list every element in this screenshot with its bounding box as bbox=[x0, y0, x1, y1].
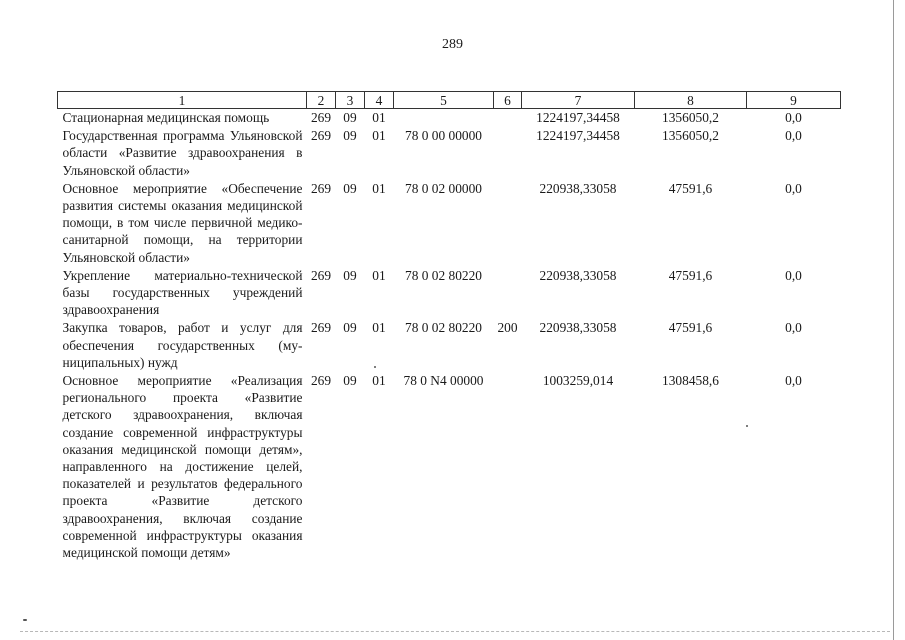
header-col-7: 7 bbox=[522, 92, 635, 109]
row-expense-type bbox=[494, 372, 522, 562]
row-name: Закупка товаров, работ и услуг для обеспечения государственных (муниципальных) нужд bbox=[62, 320, 303, 370]
header-col-4: 4 bbox=[365, 92, 394, 109]
page-number: 289 bbox=[442, 37, 463, 52]
row-subsection-code: 01 bbox=[372, 180, 386, 196]
row-target-article bbox=[394, 109, 494, 128]
row-section-code: 09 bbox=[343, 180, 357, 196]
row-section-code: 09 bbox=[343, 373, 357, 389]
row-subsection-code: 01 bbox=[372, 320, 386, 336]
page-bottom-edge bbox=[20, 631, 890, 633]
row-expense-type bbox=[494, 267, 522, 320]
header-col-3: 3 bbox=[336, 92, 365, 109]
budget-table bbox=[57, 91, 841, 562]
row-subsection-code: 01 bbox=[372, 128, 386, 144]
row-amount-col8: 47591,6 bbox=[668, 180, 713, 196]
table-row bbox=[58, 267, 841, 320]
row-amount-col7: 220938,33058 bbox=[539, 180, 617, 196]
row-expense-type bbox=[494, 109, 522, 128]
scan-speck bbox=[23, 619, 27, 621]
table-row bbox=[58, 180, 841, 267]
row-ministry-code: 269 bbox=[310, 267, 332, 283]
row-amount-col9: 0,0 bbox=[785, 128, 802, 144]
row-amount-col7: 220938,33058 bbox=[539, 267, 617, 283]
header-col-8: 8 bbox=[635, 92, 747, 109]
row-name: Стационарная медицинская помощь bbox=[62, 110, 270, 125]
header-row bbox=[58, 92, 841, 109]
table-body bbox=[58, 109, 841, 563]
row-expense-type bbox=[494, 180, 522, 267]
row-ministry-code: 269 bbox=[310, 180, 332, 196]
header-col-6: 6 bbox=[494, 92, 522, 109]
row-ministry-code: 269 bbox=[310, 110, 332, 125]
header-col-1: 1 bbox=[58, 92, 307, 109]
header-col-5: 5 bbox=[394, 92, 494, 109]
row-amount-col9: 0,0 bbox=[785, 110, 802, 125]
row-subsection-code: 01 bbox=[372, 373, 386, 389]
row-amount-col9: 0,0 bbox=[785, 267, 802, 283]
row-section-code: 09 bbox=[343, 110, 357, 125]
table-row bbox=[58, 127, 841, 180]
header-col-9: 9 bbox=[747, 92, 841, 109]
row-name: Основное мероприятие «Реализация регионального проекта «Развитие детского здравоохранения, включая создание современной инфраструктуры оказания медицинской помощи детям», направленного на достижение целей, показателей и результатов федерального проекта «Развитие детского здравоохранения, включая создание современной инфраструктуры оказания медицинской помощи детям» bbox=[62, 373, 303, 561]
row-amount-col7: 1224197,34458 bbox=[536, 128, 620, 144]
row-expense-type bbox=[494, 127, 522, 180]
row-subsection-code: 01 bbox=[372, 267, 386, 283]
row-section-code: 09 bbox=[343, 267, 357, 283]
row-ministry-code: 269 bbox=[310, 373, 332, 389]
row-ministry-code: 269 bbox=[310, 128, 332, 144]
row-section-code: 09 bbox=[343, 128, 357, 144]
row-amount-col7: 1224197,34458 bbox=[536, 110, 620, 125]
row-subsection-code: 01 bbox=[372, 110, 386, 125]
table-row bbox=[58, 109, 841, 128]
header-col-2: 2 bbox=[307, 92, 336, 109]
row-amount-col8: 1356050,2 bbox=[662, 128, 719, 144]
table-row bbox=[58, 319, 841, 372]
row-amount-col8: 47591,6 bbox=[668, 267, 713, 283]
row-amount-col8: 47591,6 bbox=[668, 320, 713, 336]
row-amount-col9: 0,0 bbox=[785, 320, 802, 336]
row-amount-col8: 1308458,6 bbox=[662, 373, 719, 389]
row-section-code: 09 bbox=[343, 320, 357, 336]
table-header bbox=[58, 92, 841, 109]
row-amount-col9: 0,0 bbox=[785, 373, 802, 389]
row-amount-col7: 220938,33058 bbox=[539, 320, 617, 336]
table-row bbox=[58, 372, 841, 562]
row-ministry-code: 269 bbox=[310, 320, 332, 336]
row-expense-type: 200 bbox=[497, 320, 518, 336]
row-amount-col7: 1003259,014 bbox=[542, 373, 614, 389]
row-target-article: 78 0 02 80220 bbox=[405, 267, 482, 283]
row-target-article: 78 0 00 00000 bbox=[405, 128, 482, 144]
row-amount-col8: 1356050,2 bbox=[662, 110, 719, 125]
row-target-article: 78 0 02 80220 bbox=[405, 320, 482, 336]
row-name: Государственная программа Ульяновской области «Развитие здравоохранения в Ульяновской области» bbox=[62, 128, 303, 178]
row-target-article: 78 0 N4 00000 bbox=[403, 373, 484, 389]
row-name: Укрепление материально-технической базы государственных учреждений здравоохранения bbox=[62, 267, 303, 318]
row-amount-col9: 0,0 bbox=[785, 180, 802, 196]
page-edge-line bbox=[893, 0, 894, 640]
row-target-article: 78 0 02 00000 bbox=[405, 180, 482, 196]
row-name: Основное мероприятие «Обеспечение развития системы оказания медицинской помощи, в том числе первичной медико-санитарной помощи, на территории Ульяновской области» bbox=[62, 180, 303, 265]
